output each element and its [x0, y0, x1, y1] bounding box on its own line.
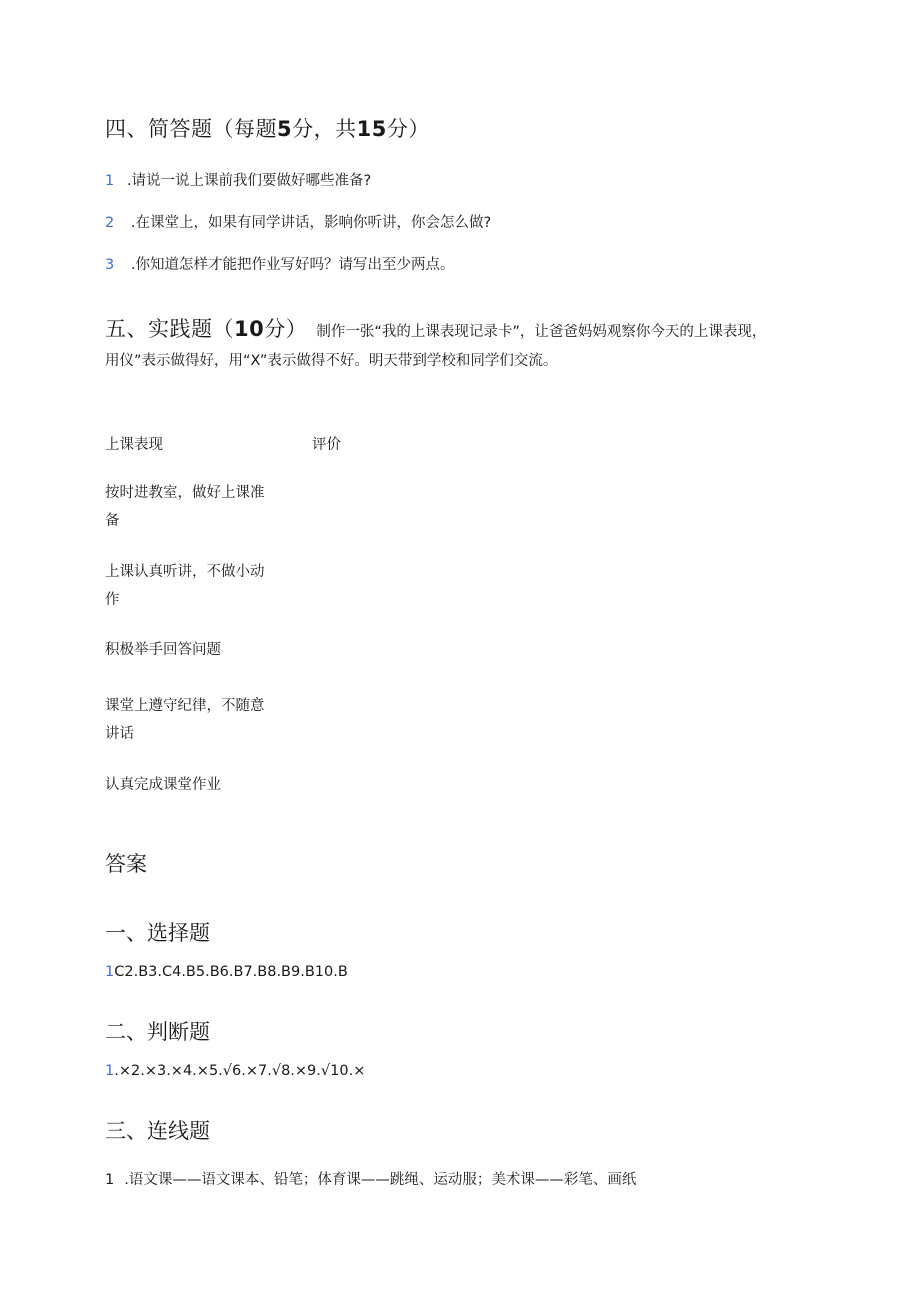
section4-title-part: 分，共 [292, 117, 357, 141]
section5-title [105, 317, 307, 341]
table-row [105, 771, 221, 799]
section4-title-part: 5 [277, 117, 293, 141]
table-cell-line: 上课认真听讲，不做小动 [105, 564, 265, 580]
answers-section2-line [105, 1063, 365, 1079]
section5-title-part: 分） [264, 317, 308, 341]
question-text: .你知道怎样才能把作业写好吗？请写出至少两点。 [130, 257, 455, 273]
answers-section1-line [105, 964, 348, 980]
answer-number: 1 [105, 964, 115, 980]
table-row [105, 558, 265, 614]
table-cell-line: 积极举手回答问题 [105, 642, 221, 658]
section5-description-line2: 用仪”表示做得好，用“X”表示做得不好。明天带到学校和同学们交流。 [105, 353, 558, 369]
answers-section3-title: 三、连线题 [105, 1119, 210, 1143]
question-2 [105, 211, 491, 232]
question-number: 1 [105, 173, 115, 189]
answers-title: 答案 [105, 852, 147, 876]
table-cell-line: 按时进教室，做好上课准 [105, 485, 265, 501]
answer-text: .×2.×3.×4.×5.√6.×7.√8.×9.√10.× [114, 1063, 366, 1079]
section4-title-part: 分） [386, 117, 430, 141]
section4-title-part: 四、简答题（每题 [105, 117, 277, 141]
table-cell-line: 作 [105, 592, 120, 608]
table-header-evaluation: 评价 [312, 437, 341, 453]
answer-number: 1 [105, 1063, 115, 1079]
question-text: .在课堂上，如果有同学讲话，影响你听讲，你会怎么做? [130, 215, 492, 231]
section5-heading [105, 313, 766, 343]
section4-title-part: 15 [356, 117, 387, 141]
answer-text: .语文课——语文课本、铅笔；体育课——跳绳、运动服；美术课——彩笔、画纸 [124, 1172, 637, 1188]
table-row [105, 692, 265, 748]
question-number: 2 [105, 215, 115, 231]
answer-number: 1 [105, 1172, 115, 1188]
answers-section3-line [105, 1168, 636, 1189]
answer-text: C2.B3.C4.B5.B6.B7.B8.B9.B10.B [114, 964, 348, 980]
table-cell-line: 备 [105, 513, 120, 529]
question-3 [105, 253, 454, 274]
table-row [105, 479, 265, 535]
answers-section2-title: 二、判断题 [105, 1020, 210, 1044]
table-cell-line: 课堂上遵守纪律，不随意 [105, 698, 265, 714]
section5-title-part: 五、实践题（ [105, 317, 234, 341]
answers-section1-title: 一、选择题 [105, 921, 210, 945]
table-cell-line: 认真完成课堂作业 [105, 777, 221, 793]
question-1 [105, 169, 371, 190]
section4-title [105, 113, 430, 143]
section5-description: 制作一张“我的上课表现记录卡”，让爸爸妈妈观察你今天的上课表现， [316, 324, 767, 340]
question-text: .请说一说上课前我们要做好哪些准备? [126, 173, 372, 189]
table-row [105, 636, 221, 664]
question-number: 3 [105, 257, 115, 273]
table-header-performance: 上课表现 [105, 437, 163, 453]
section5-title-part: 10 [234, 317, 265, 341]
table-cell-line: 讲话 [105, 726, 134, 742]
